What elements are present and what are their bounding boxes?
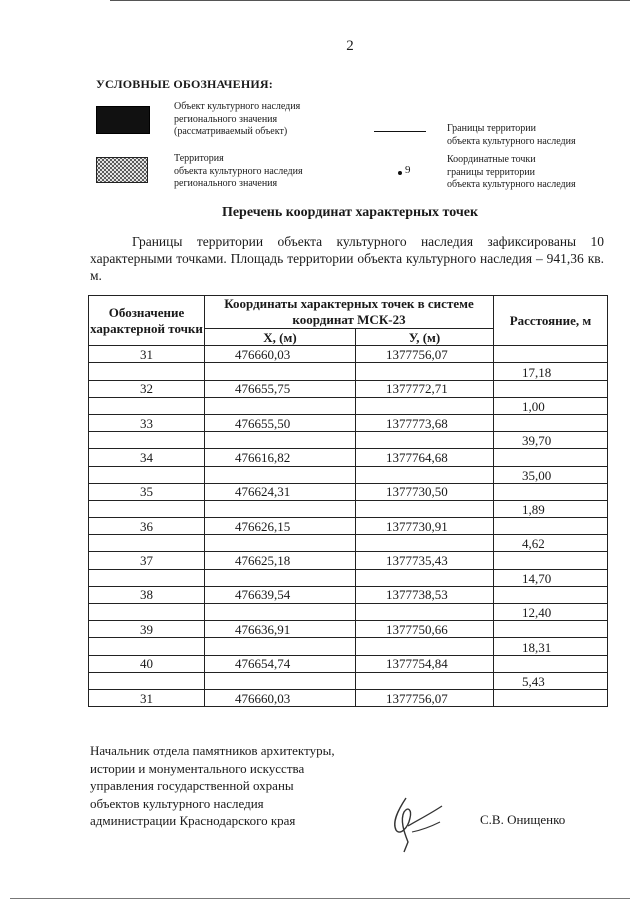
cell-distance-empty [494,414,608,431]
legend-line: Территория [174,153,224,164]
cell-distance: 14,70 [494,569,608,586]
table-row [89,586,608,603]
table-spacer-row [89,397,608,414]
cell-distance: 1,89 [494,500,608,517]
header-x: X, (м) [205,329,356,346]
cell-point-id: 36 [89,518,205,535]
cell-x: 476655,50 [205,414,356,431]
cell-y: 1377730,50 [356,483,494,500]
cell-point-id: 33 [89,414,205,431]
legend-line: регионального значения [174,178,278,189]
intro-paragraph: Границы территории объекта культурного наследия зафиксированы 10 характерными точками. Площадь территории объекта культурного наследия – 941,36 кв. м. [90,234,604,283]
coordinates-table [88,295,608,707]
legend-item-points [447,154,576,192]
table-row [89,621,608,638]
cell-point-id: 38 [89,586,205,603]
cell-x: 476616,82 [205,449,356,466]
signature-line: Начальник отдела памятников архитектуры, [90,743,335,758]
cell-distance: 1,00 [494,397,608,414]
table-row [89,552,608,569]
cell-empty [356,432,494,449]
cell-distance-empty [494,449,608,466]
cell-empty [356,535,494,552]
signature-line: управления государственной охраны [90,778,294,793]
table-spacer-row [89,535,608,552]
table-spacer-row [89,638,608,655]
header-coords: Координаты характерных точек в системе координат МСК-23 [205,296,494,329]
header-point: Обозначение характерной точки [89,296,205,346]
handwritten-signature [378,792,448,854]
cell-empty [205,397,356,414]
table-spacer-row [89,672,608,689]
cell-distance-empty [494,346,608,363]
territory-hatch-icon [96,157,148,183]
cell-distance-empty [494,380,608,397]
table-row [89,380,608,397]
cell-x: 476655,75 [205,380,356,397]
cell-y: 1377738,53 [356,586,494,603]
coordinate-point-icon [398,171,402,175]
cell-empty [205,535,356,552]
header-y: У, (м) [356,329,494,346]
cell-x: 476660,03 [205,346,356,363]
cell-empty [356,569,494,586]
cell-empty [356,500,494,517]
cell-y: 1377772,71 [356,380,494,397]
cell-empty [356,604,494,621]
signature-line: администрации Краснодарского края [90,813,296,828]
page-number: 2 [346,38,354,54]
cell-y: 1377730,91 [356,518,494,535]
cell-distance: 39,70 [494,432,608,449]
table-spacer-row [89,604,608,621]
cell-y: 1377735,43 [356,552,494,569]
cell-x: 476639,54 [205,586,356,603]
cell-distance-empty [494,483,608,500]
cell-distance-empty [494,586,608,603]
legend-line: объекта культурного наследия [447,135,576,147]
cell-empty [205,672,356,689]
cell-x: 476625,18 [205,552,356,569]
cell-empty [356,638,494,655]
coordinates-body [89,346,608,707]
cell-empty [89,535,205,552]
cell-empty [205,363,356,380]
table-spacer-row [89,500,608,517]
cell-empty [89,466,205,483]
table-spacer-row [89,363,608,380]
cell-y: 1377773,68 [356,414,494,431]
cell-point-id: 31 [89,346,205,363]
cell-empty [89,500,205,517]
signer-name: С.В. Онищенко [480,812,566,827]
table-row [89,483,608,500]
cell-distance-empty [494,621,608,638]
table-row [89,346,608,363]
cell-empty [205,500,356,517]
cell-empty [89,672,205,689]
cell-empty [356,363,494,380]
cell-distance-empty [494,689,608,706]
signature-line: истории и монументального искусства [90,760,305,776]
table-row [89,655,608,672]
table-row [89,689,608,706]
cell-point-id: 40 [89,655,205,672]
cell-y: 1377756,07 [356,689,494,706]
cell-empty [89,638,205,655]
header-distance: Расстояние, м [494,296,608,346]
cell-y: 1377750,66 [356,621,494,638]
cell-point-id: 32 [89,380,205,397]
legend-line: Объект культурного наследия [174,101,301,112]
table-row [89,518,608,535]
boundary-line-icon [374,131,426,132]
cell-x: 476660,03 [205,689,356,706]
legend-line: (рассматриваемый объект) [174,126,288,137]
cell-distance-empty [494,655,608,672]
cell-empty [356,466,494,483]
cell-distance: 5,43 [494,672,608,689]
cell-empty [205,432,356,449]
legend-item-territory [174,153,303,191]
cell-empty [205,604,356,621]
cell-point-id: 37 [89,552,205,569]
cell-empty [89,569,205,586]
cell-empty [205,638,356,655]
cell-y: 1377754,84 [356,655,494,672]
cell-distance: 4,62 [494,535,608,552]
cell-empty [356,397,494,414]
cell-distance: 18,31 [494,638,608,655]
object-swatch-icon [96,106,150,134]
top-border-line [110,0,630,1]
legend-line: Границы территории [447,123,536,134]
legend-title: УСЛОВНЫЕ ОБОЗНАЧЕНИЯ: [96,77,273,91]
legend-line: регионального значения [174,113,278,125]
cell-empty [89,397,205,414]
cell-distance: 35,00 [494,466,608,483]
cell-point-id: 34 [89,449,205,466]
legend-line: Координатные точки [447,154,536,165]
legend-line: объекта культурного наследия [174,165,303,177]
cell-empty [89,604,205,621]
cell-distance: 12,40 [494,604,608,621]
table-spacer-row [89,569,608,586]
cell-empty [356,672,494,689]
legend-item-object [174,101,300,139]
cell-y: 1377764,68 [356,449,494,466]
cell-empty [205,466,356,483]
cell-distance-empty [494,518,608,535]
cell-distance: 17,18 [494,363,608,380]
section-title: Перечень координат характерных точек [221,205,479,220]
table-spacer-row [89,432,608,449]
legend-line: объекта культурного наследия [447,179,576,190]
cell-point-id: 31 [89,689,205,706]
legend-item-boundary [447,123,576,148]
signature-line: объектов культурного наследия [90,795,264,811]
cell-empty [89,363,205,380]
cell-x: 476626,15 [205,518,356,535]
legend-line: границы территории [447,166,535,178]
bottom-border-line [10,898,630,899]
cell-x: 476636,91 [205,621,356,638]
coordinate-point-label: 9 [405,164,411,176]
cell-distance-empty [494,552,608,569]
cell-y: 1377756,07 [356,346,494,363]
cell-x: 476624,31 [205,483,356,500]
cell-empty [89,432,205,449]
signature-title [90,742,335,830]
cell-empty [205,569,356,586]
cell-point-id: 39 [89,621,205,638]
cell-x: 476654,74 [205,655,356,672]
table-row [89,449,608,466]
table-spacer-row [89,466,608,483]
cell-point-id: 35 [89,483,205,500]
table-row [89,414,608,431]
